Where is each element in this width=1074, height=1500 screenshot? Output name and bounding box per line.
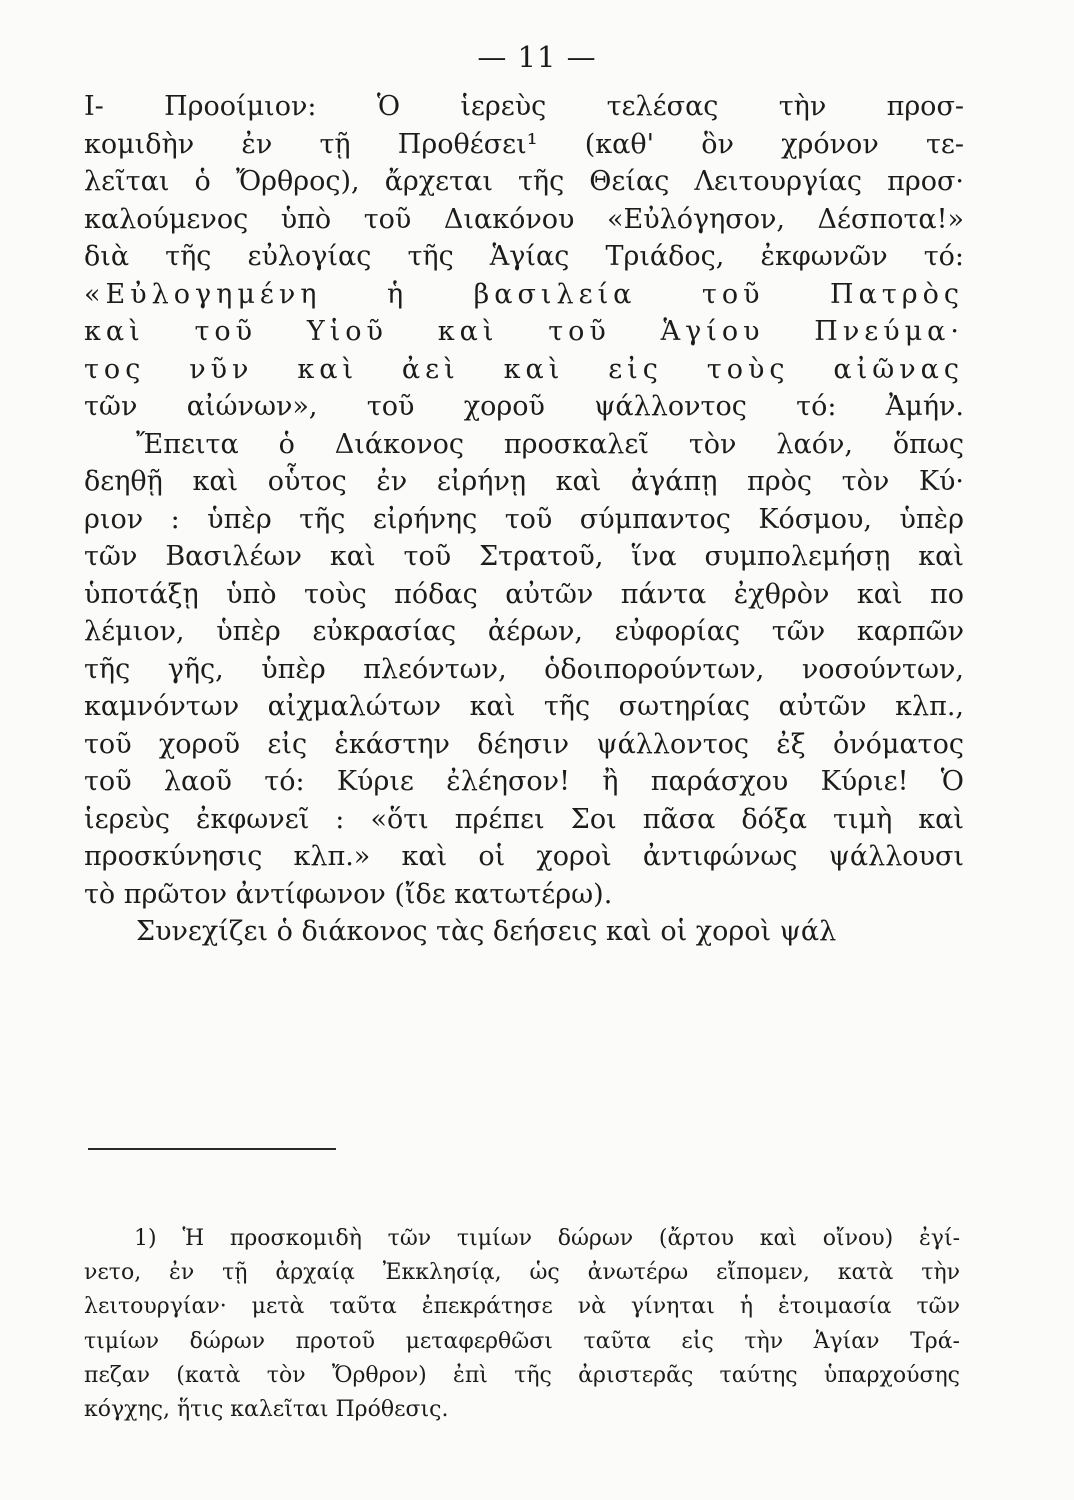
- text-line: τος νῦν καὶ ἀεὶ καὶ εἰς τοὺς αἰῶνας: [84, 353, 964, 385]
- text-line: κομιδὴν ἐν τῇ Προθέσει¹ (καθ' ὃν χρόνον τε-: [84, 128, 964, 160]
- text-line: ἱερεὺς ἐκφωνεῖ : «ὅτι πρέπει Σοι πᾶσα δόξα τιμὴ καὶ: [84, 803, 964, 835]
- body-text: [84, 88, 964, 951]
- text-line: Συνεχίζει ὁ διάκονος τὰς δεήσεις καὶ οἱ χοροὶ ψάλ: [136, 916, 837, 947]
- footnote-line: κόγχης, ἥτις καλεῖται Πρόθεσις.: [84, 1396, 449, 1422]
- page-number: — 11 —: [477, 40, 597, 74]
- footnote-line: νετο, ἐν τῇ ἀρχαίᾳ Ἐκκλησίᾳ, ὡς ἀνωτέρω εἴπομεν, κατὰ τὴν: [84, 1260, 960, 1286]
- text-line: λέμιον, ὑπὲρ εὐκρασίας ἀέρων, εὐφορίας τῶν καρπῶν: [84, 616, 964, 647]
- text-line: ριον : ὑπὲρ τῆς εἰρήνης τοῦ σύμπαντος Κόσμου, ὑπὲρ: [84, 503, 964, 535]
- text-line: λεῖται ὁ Ὄρθρος), ἄρχεται τῆς Θείας Λειτουργίας προσ·: [84, 166, 964, 197]
- text-line: «Εὐλογημένη ἡ βασιλεία τοῦ Πατρὸς: [84, 278, 964, 310]
- footnote-line: λειτουργίαν· μετὰ ταῦτα ἐπεκράτησε νὰ γίνηται ἡ ἑτοιμασία τῶν: [84, 1294, 960, 1320]
- text-line: προσκύνησις κλπ.» καὶ οἱ χοροὶ ἀντιφώνως ψάλλουσι: [84, 841, 964, 872]
- footnote-line: τιμίων δώρων προτοῦ μεταφερθῶσι ταῦτα εἰς τὴν Ἁγίαν Τρά-: [84, 1328, 960, 1354]
- text-line: τοῦ χοροῦ εἰς ἑκάστην δέησιν ψάλλοντος ἐξ ὀνόματος: [84, 728, 964, 760]
- footnote-line: πεζαν (κατὰ τὸν Ὄρθρον) ἐπὶ τῆς ἀριστερᾶς ταύτης ὑπαρχούσης: [84, 1362, 960, 1388]
- text-line: τῆς γῆς, ὑπὲρ πλεόντων, ὁδοιπορούντων, νοσούντων,: [84, 653, 964, 685]
- text-line: τῶν αἰώνων», τοῦ χοροῦ ψάλλοντος τό: Ἀμήν.: [84, 391, 964, 422]
- footnote: [84, 1222, 960, 1427]
- text-line: ὑποτάξῃ ὑπὸ τοὺς πόδας αὐτῶν πάντα ἐχθρὸν καὶ πο: [84, 578, 964, 610]
- text-line: καμνόντων αἰχμαλώτων καὶ τῆς σωτηρίας αὐτῶν κλπ.,: [84, 691, 964, 722]
- text-line: τὸ πρῶτον ἀντίφωνον (ἴδε κατωτέρω).: [84, 878, 613, 910]
- footnote-line: 1) Ἡ προσκομιδὴ τῶν τιμίων δώρων (ἄρτου καὶ οἴνου) ἐγί-: [134, 1226, 960, 1251]
- text-line: τῶν Βασιλέων καὶ τοῦ Στρατοῦ, ἵνα συμπολεμήσῃ καὶ: [84, 541, 964, 572]
- text-line: τοῦ λαοῦ τό: Κύριε ἐλέησον! ἢ παράσχου Κύριε! Ὁ: [84, 766, 964, 797]
- text-line: Ἔπειτα ὁ Διάκονος προσκαλεῖ τὸν λαόν, ὅπως: [136, 428, 964, 460]
- text-line: καὶ τοῦ Υἱοῦ καὶ τοῦ Ἁγίου Πνεύμα·: [84, 316, 964, 347]
- text-line: διὰ τῆς εὐλογίας τῆς Ἁγίας Τριάδος, ἐκφωνῶν τό:: [84, 241, 964, 272]
- text-line: δεηθῇ καὶ οὗτος ἐν εἰρήνῃ καὶ ἀγάπῃ πρὸς τὸν Κύ·: [84, 466, 964, 497]
- text-line: Ι- Προοίμιον: Ὁ ἱερεὺς τελέσας τὴν προσ-: [84, 91, 964, 122]
- text-line: καλούμενος ὑπὸ τοῦ Διακόνου «Εὐλόγησον, Δέσποτα!»: [84, 203, 964, 235]
- footnote-separator: [88, 1148, 336, 1150]
